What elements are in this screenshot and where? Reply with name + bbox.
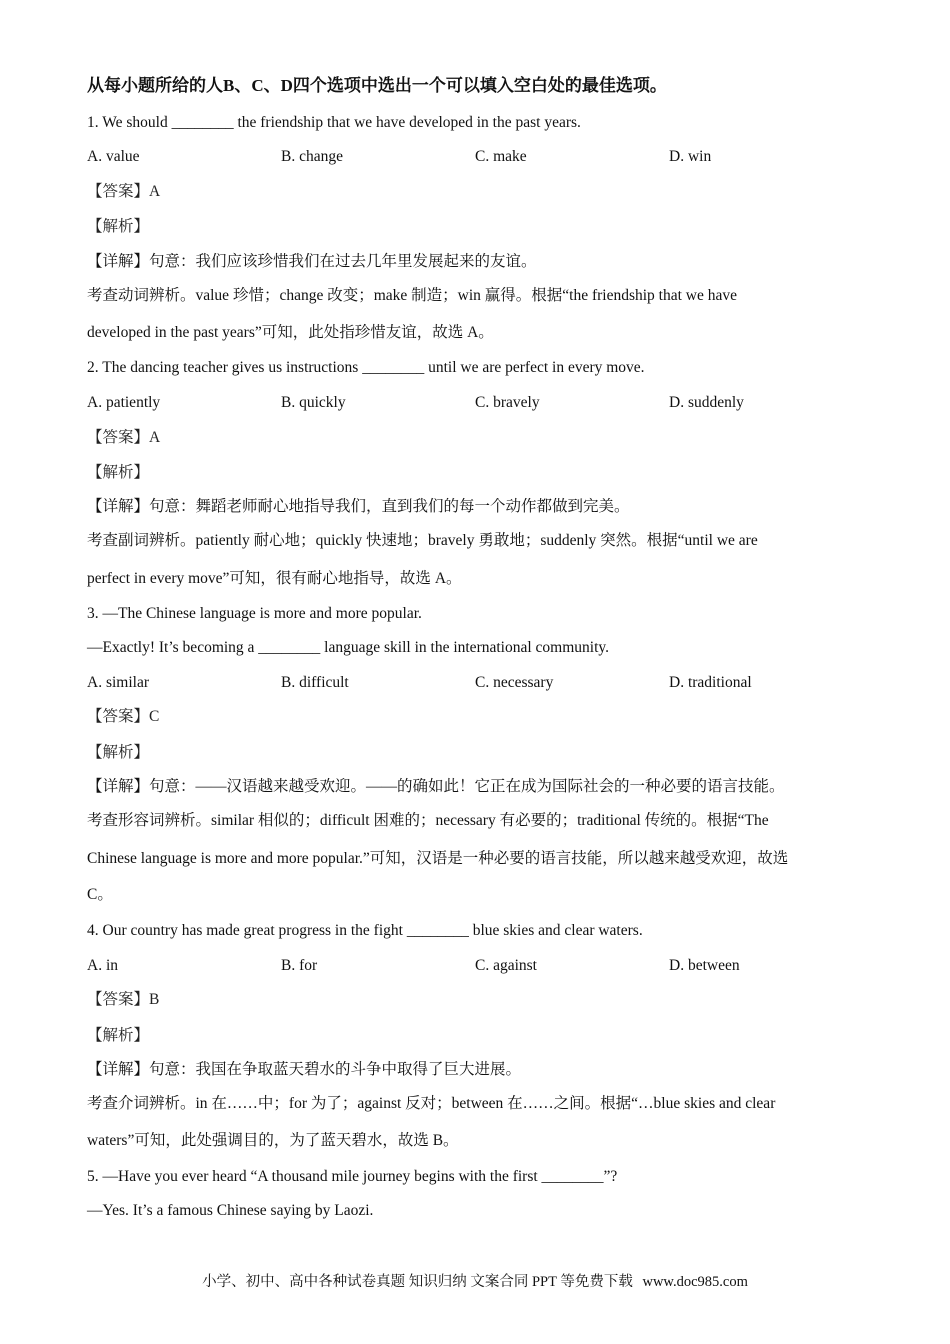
question-3-stem-line-1: 3. —The Chinese language is more and more popular. (87, 605, 422, 622)
q2-option-b: B. quickly (281, 394, 346, 411)
q4-explanation-line-1: 考查介词辨析。in 在……中；for 为了；against 反对；between 在……之间。根据“…blue skies and clear (87, 1095, 776, 1112)
page-footer (0, 1270, 950, 1291)
q1-option-d: D. win (669, 148, 712, 165)
q1-option-c: C. make (475, 148, 527, 165)
q1-option-b: B. change (281, 148, 343, 165)
q3-analysis-label: 【解析】 (87, 744, 150, 761)
q3-answer: 【答案】C (87, 708, 160, 725)
q1-explanation-line-1: 考查动词辨析。value 珍惜；change 改变；make 制造；win 赢得。根据“the friendship that we have (87, 287, 738, 304)
q2-explanation-line-2: perfect in every move”可知，很有耐心地指导，故选 A。 (87, 570, 462, 587)
question-3-stem-line-2: —Exactly! It’s becoming a ________ language skill in the international community. (87, 639, 610, 656)
q2-answer: 【答案】A (87, 429, 161, 446)
q3-option-b: B. difficult (281, 674, 349, 691)
q3-detail: 【详解】句意：——汉语越来越受欢迎。——的确如此！它正在成为国际社会的一种必要的语言技能。 (87, 778, 785, 795)
q4-explanation-line-2: waters”可知，此处强调目的，为了蓝天碧水，故选 B。 (87, 1132, 459, 1149)
q3-explanation-line-1: 考查形容词辨析。similar 相似的；difficult 困难的；necessary 有必要的；traditional 传统的。根据“The (87, 812, 769, 829)
footer-text: 小学、初中、高中各种试卷真题 知识归纳 文案合同 PPT 等免费下载 (202, 1274, 633, 1290)
q3-explanation-line-2: Chinese language is more and more popular.”可知，汉语是一种必要的语言技能，所以越来越受欢迎，故选 (87, 850, 789, 867)
question-4-stem: 4. Our country has made great progress in the fight ________ blue skies and clear waters. (87, 922, 643, 939)
q1-analysis-label: 【解析】 (87, 218, 150, 235)
q2-detail: 【详解】句意：舞蹈老师耐心地指导我们，直到我们的每一个动作都做到完美。 (87, 498, 630, 515)
q1-answer: 【答案】A (87, 183, 161, 200)
q3-option-c: C. necessary (475, 674, 554, 691)
question-5-stem-line-1: 5. —Have you ever heard “A thousand mile journey begins with the first ________”? (87, 1168, 618, 1185)
question-1-stem: 1. We should ________ the friendship that we have developed in the past years. (87, 114, 581, 131)
footer-site-link[interactable]: www.doc985.com (642, 1274, 748, 1290)
q2-explanation-line-1: 考查副词辨析。patiently 耐心地；quickly 快速地；bravely 勇敢地；suddenly 突然。根据“until we are (87, 532, 758, 549)
q4-option-d: D. between (669, 957, 740, 974)
question-5-stem-line-2: —Yes. It’s a famous Chinese saying by Laozi. (87, 1202, 374, 1219)
q2-option-d: D. suddenly (669, 394, 744, 411)
q4-answer: 【答案】B (87, 991, 160, 1008)
q2-option-c: C. bravely (475, 394, 540, 411)
q3-option-d: D. traditional (669, 674, 752, 691)
q1-option-a: A. value (87, 148, 140, 165)
q2-analysis-label: 【解析】 (87, 464, 150, 481)
q1-detail: 【详解】句意：我们应该珍惜我们在过去几年里发展起来的友谊。 (87, 253, 537, 270)
q4-analysis-label: 【解析】 (87, 1027, 150, 1044)
q4-option-c: C. against (475, 957, 537, 974)
q4-detail: 【详解】句意：我国在争取蓝天碧水的斗争中取得了巨大进展。 (87, 1061, 522, 1078)
q2-option-a: A. patiently (87, 394, 161, 411)
section-heading: 从每小题所给的人B、C、D四个选项中选出一个可以填入空白处的最佳选项。 (87, 76, 667, 95)
question-2-stem: 2. The dancing teacher gives us instructions ________ until we are perfect in every move. (87, 359, 645, 376)
q4-option-b: B. for (281, 957, 318, 974)
q3-option-a: A. similar (87, 674, 149, 691)
q4-option-a: A. in (87, 957, 118, 974)
q3-explanation-line-3: C。 (87, 886, 113, 903)
q1-explanation-line-2: developed in the past years”可知，此处指珍惜友谊，故选 A。 (87, 324, 494, 341)
